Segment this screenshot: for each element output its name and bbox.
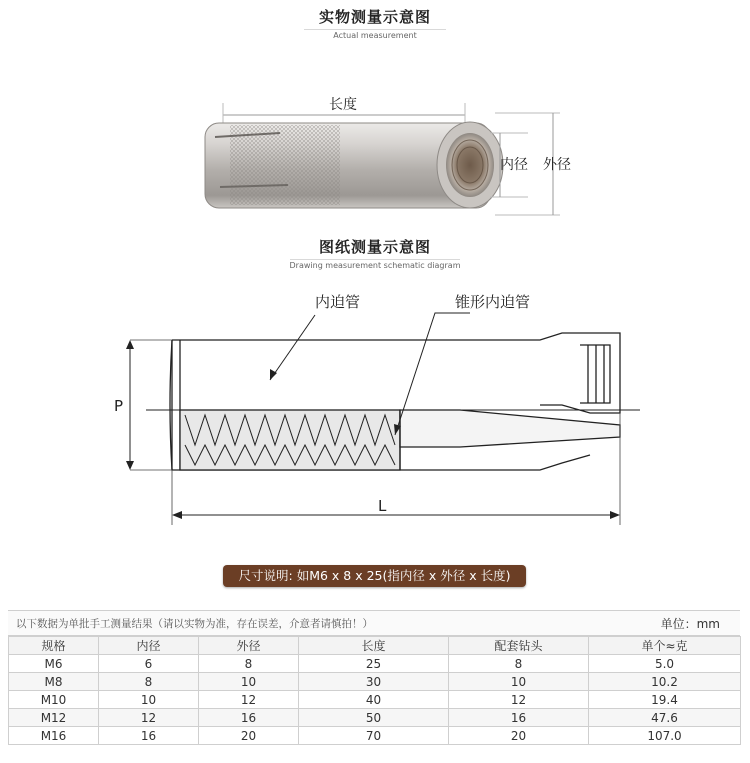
table-cell: 30 [299, 673, 449, 691]
table-cell: 6 [99, 655, 199, 673]
table-cell: 10 [199, 673, 299, 691]
threaded-hole [446, 133, 494, 197]
label-p: P [114, 397, 124, 415]
header-inner-diameter: 内径 [99, 637, 199, 655]
leader-inner-sleeve [270, 315, 315, 380]
anchor-photo [160, 85, 590, 225]
label-l: L [378, 497, 387, 515]
table-cell: 8 [449, 655, 589, 673]
table-cell: 8 [199, 655, 299, 673]
header-spec: 规格 [9, 637, 99, 655]
table-cell: 20 [449, 727, 589, 745]
header-outer-diameter: 外径 [199, 637, 299, 655]
knurled-band [230, 125, 340, 205]
table-cell: 5.0 [589, 655, 741, 673]
table-cell: M10 [9, 691, 99, 709]
label-cone-sleeve: 锥形内迫管 [455, 293, 531, 311]
spec-table [8, 636, 741, 745]
section2-divider [290, 259, 460, 260]
label-length: 长度 [329, 97, 357, 113]
header-length: 长度 [299, 637, 449, 655]
table-cell: 8 [99, 673, 199, 691]
table-cell: 16 [199, 709, 299, 727]
table-cell: 107.0 [589, 727, 741, 745]
header-drill-bit: 配套钻头 [449, 637, 589, 655]
table-row [9, 727, 741, 745]
section2-subtitle: Drawing measurement schematic diagram [289, 261, 461, 270]
section1-subtitle: Actual measurement [333, 31, 417, 40]
table-caption: 以下数据为单批手工测量结果（请以实物为准，存在误差，介意者请慎拍！） [16, 618, 373, 630]
section1-title: 实物测量示意图 [318, 8, 431, 26]
table-cell: 20 [199, 727, 299, 745]
table-header-row [9, 637, 741, 655]
table-row [9, 709, 741, 727]
header-weight: 单个≈克 [589, 637, 741, 655]
table-cell: 12 [449, 691, 589, 709]
table-cell: 70 [299, 727, 449, 745]
table-cell: 25 [299, 655, 449, 673]
table-cell: 50 [299, 709, 449, 727]
spec-table-section [8, 610, 740, 745]
section1-divider [304, 29, 446, 30]
table-row [9, 691, 741, 709]
table-cell: 16 [99, 727, 199, 745]
table-cell: M8 [9, 673, 99, 691]
table-unit: 单位：mm [660, 617, 720, 631]
table-cell: 16 [449, 709, 589, 727]
table-cell: 12 [99, 709, 199, 727]
table-cell: M12 [9, 709, 99, 727]
size-note-banner: 尺寸说明: 如M6 x 8 x 25(指内径 x 外径 x 长度) [223, 565, 526, 587]
table-cell: 10 [449, 673, 589, 691]
technical-drawing [100, 285, 660, 530]
table-cell: 40 [299, 691, 449, 709]
label-inner-sleeve: 内迫管 [315, 293, 361, 311]
table-cell: 19.4 [589, 691, 741, 709]
section2-title: 图纸测量示意图 [318, 238, 431, 256]
table-cell: 10.2 [589, 673, 741, 691]
table-cell: 10 [99, 691, 199, 709]
table-cell: M6 [9, 655, 99, 673]
table-cell: 47.6 [589, 709, 741, 727]
label-outer-diameter: 外径 [543, 157, 571, 173]
table-cell: M16 [9, 727, 99, 745]
table-cell: 12 [199, 691, 299, 709]
table-row [9, 673, 741, 691]
table-row [9, 655, 741, 673]
label-inner-diameter: 内径 [500, 157, 528, 173]
table-caption-bar [8, 610, 740, 636]
